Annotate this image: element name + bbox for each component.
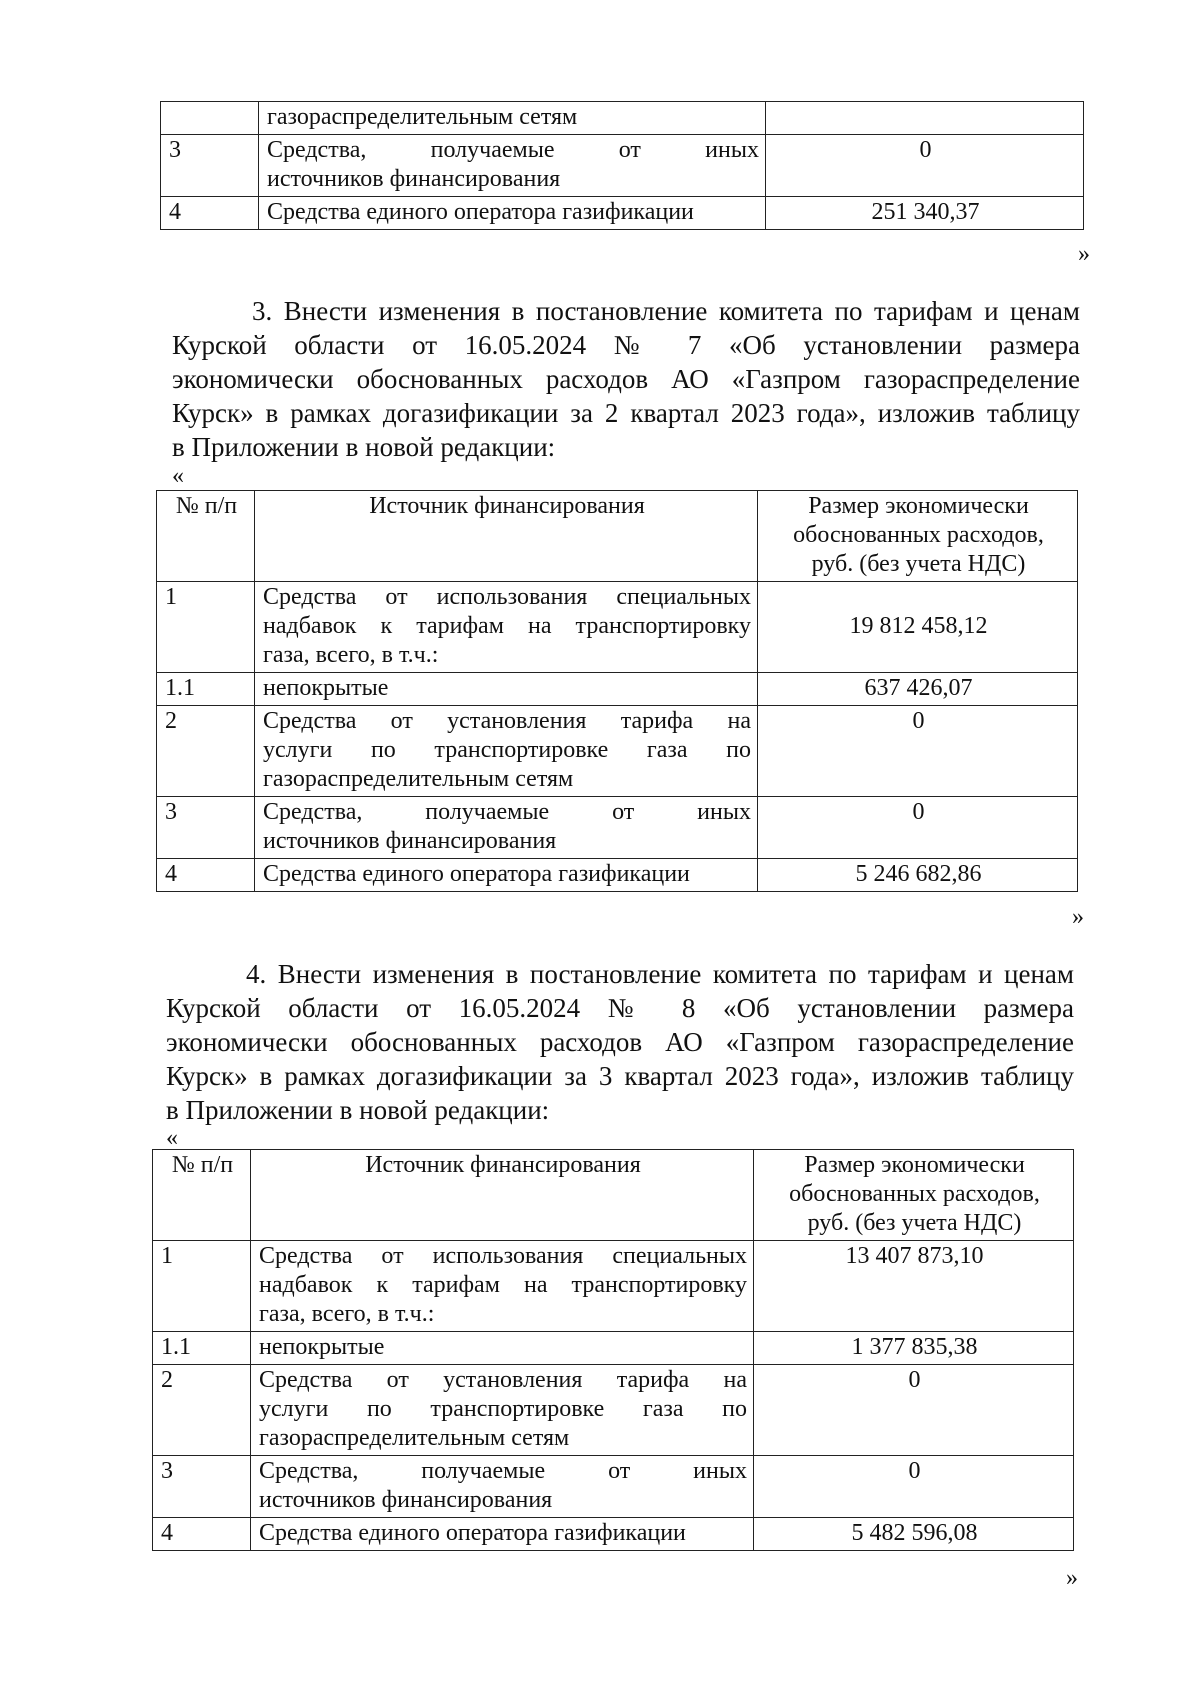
row-source-text: Средства единого оператора газификации xyxy=(255,859,758,892)
row-source-text: Средства от использования специальных надбавок к тарифам на транспортировку газа, всего, в т.ч.: xyxy=(251,1241,754,1332)
row-number: 4 xyxy=(161,197,259,230)
section-3-paragraph: 3. Внести изменения в постановление комитета по тарифам и ценам Курской области от 16.05.2024 № 7 «Об установлении размера экономически обоснованных расходов АО «Газпром газораспределение Курск» в рамках догазификации за 2 квартал 2023 года», изложив таблицу в Приложении в новой редакции: xyxy=(172,296,1080,462)
close-quote: » xyxy=(1078,241,1090,267)
header-amount: Размер экономически обоснованных расходов, руб. (без учета НДС) xyxy=(754,1150,1074,1241)
open-quote: « xyxy=(172,463,184,489)
row-value: 13 407 873,10 xyxy=(754,1241,1074,1332)
row-number: 1 xyxy=(153,1241,251,1332)
row-value: 637 426,07 xyxy=(758,673,1078,706)
table-row xyxy=(157,797,1078,859)
table-row xyxy=(157,859,1078,892)
close-quote: » xyxy=(1072,904,1084,930)
row-number: 1.1 xyxy=(157,673,255,706)
row-source-text: непокрытые xyxy=(251,1332,754,1365)
row-number: 1 xyxy=(157,582,255,673)
table-row xyxy=(153,1241,1074,1332)
row-number: 3 xyxy=(157,797,255,859)
row-number: 4 xyxy=(157,859,255,892)
row-number: 2 xyxy=(157,706,255,797)
row-number: 4 xyxy=(153,1518,251,1551)
table-row xyxy=(153,1456,1074,1518)
row-source-text: Средства единого оператора газификации xyxy=(251,1518,754,1551)
row-number xyxy=(161,102,259,135)
row-value xyxy=(766,102,1084,135)
row-source-text: Средства, получаемые от иных источников финансирования xyxy=(259,135,766,197)
row-value: 5 246 682,86 xyxy=(758,859,1078,892)
row-value: 0 xyxy=(758,706,1078,797)
table-row xyxy=(157,673,1078,706)
table-row xyxy=(153,1518,1074,1551)
row-source-text: Средства от использования специальных надбавок к тарифам на транспортировку газа, всего, в т.ч.: xyxy=(255,582,758,673)
header-number: № п/п xyxy=(153,1150,251,1241)
row-source-text: непокрытые xyxy=(255,673,758,706)
row-number: 1.1 xyxy=(153,1332,251,1365)
table-row xyxy=(157,706,1078,797)
table-header-row xyxy=(157,491,1078,582)
header-number: № п/п xyxy=(157,491,255,582)
table-row xyxy=(161,102,1084,135)
row-source-text: Средства от установления тарифа на услуги по транспортировке газа по газораспределительным сетям xyxy=(255,706,758,797)
row-source-text: Средства от установления тарифа на услуги по транспортировке газа по газораспределительным сетям xyxy=(251,1365,754,1456)
row-value: 1 377 835,38 xyxy=(754,1332,1074,1365)
table-row xyxy=(153,1332,1074,1365)
header-source: Источник финансирования xyxy=(255,491,758,582)
table-header-row xyxy=(153,1150,1074,1241)
row-source-text: Средства, получаемые от иных источников финансирования xyxy=(251,1456,754,1518)
section-4-paragraph: 4. Внести изменения в постановление комитета по тарифам и ценам Курской области от 16.05.2024 № 8 «Об установлении размера экономически обоснованных расходов АО «Газпром газораспределение Курск» в рамках догазификации за 3 квартал 2023 года», изложив таблицу в Приложении в новой редакции: xyxy=(166,959,1074,1125)
header-source: Источник финансирования xyxy=(251,1150,754,1241)
row-value: 5 482 596,08 xyxy=(754,1518,1074,1551)
section-3-table xyxy=(156,490,1078,892)
open-quote: « xyxy=(166,1125,178,1151)
row-source-text: Средства, получаемые от иных источников финансирования xyxy=(255,797,758,859)
table-row xyxy=(157,582,1078,673)
table-row xyxy=(153,1365,1074,1456)
row-value: 0 xyxy=(754,1456,1074,1518)
row-source-text: газораспределительным сетям xyxy=(259,102,766,135)
close-quote: » xyxy=(1066,1565,1078,1591)
header-amount: Размер экономически обоснованных расходов, руб. (без учета НДС) xyxy=(758,491,1078,582)
table-row xyxy=(161,135,1084,197)
row-value: 0 xyxy=(766,135,1084,197)
table-row xyxy=(161,197,1084,230)
row-value: 19 812 458,12 xyxy=(758,582,1078,673)
section-4-table xyxy=(152,1149,1074,1551)
row-number: 2 xyxy=(153,1365,251,1456)
row-source-text: Средства единого оператора газификации xyxy=(259,197,766,230)
row-value: 0 xyxy=(754,1365,1074,1456)
top-table xyxy=(160,101,1084,230)
row-number: 3 xyxy=(161,135,259,197)
row-value: 0 xyxy=(758,797,1078,859)
row-number: 3 xyxy=(153,1456,251,1518)
row-value: 251 340,37 xyxy=(766,197,1084,230)
